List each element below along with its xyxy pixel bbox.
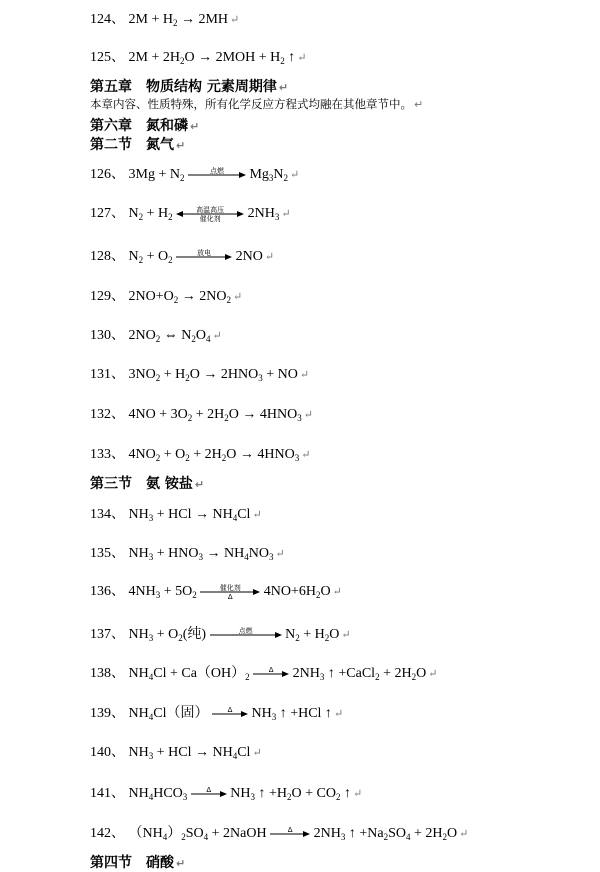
equation-132: 132、 $4NO + 3O_2 + 2H_2O \to 4HNO_3$ ↵ [90, 407, 313, 423]
reaction-arrow: 点燃 [210, 630, 282, 640]
equation-126: 126、 $3Mg + N_2$ 点燃 $Mg_3N_2$ ↵ [90, 166, 300, 183]
reversible-arrow: 高温高压 催化剂 [176, 209, 244, 219]
reaction-arrow: Δ [191, 789, 227, 799]
chapter-6-heading: 第六章 氮和磷 ↵ [90, 118, 200, 134]
equation-130: 130、 $2NO_2$ ⇔ $N_2O_4$ ↵ [90, 328, 222, 344]
section-4-heading: 第四节 硝酸 ↵ [90, 855, 186, 871]
equation-124: 124、 $2M + H_2 \to 2MH$ ↵ [90, 12, 240, 28]
equation-127: 127、 $N_2 + H_2$ 高温高压 催化剂 $2NH_3$ ↵ [90, 205, 291, 223]
equation-133: 133、 $4NO_2 + O_2 + 2H_2O \to 4HNO_3$ ↵ [90, 447, 311, 463]
equation-135: 135、 $NH_3 + HNO_3 \to NH_4NO_3$ ↵ [90, 546, 285, 562]
section-2-heading: 第二节 氮气 ↵ [90, 137, 186, 153]
equation-138: 138、 $NH_4Cl + Ca(OH)_2$ Δ $2NH_3$ ↑ +CaCl$_2$ + $2H_2O$ ↵ [90, 665, 438, 682]
equation-142: 142、 $(NH_4)_2SO_4$ + 2NaOH Δ $2NH_3$ ↑ $+Na_2SO_4 + 2H_2O$ ↵ [90, 825, 469, 842]
reaction-arrow: 催化剂 Δ [200, 587, 260, 597]
equation-137: 137、 $NH_3 + O_2$(纯) 点燃 $N_2 + H_2O$ ↵ [90, 626, 351, 643]
section-3-heading: 第三节 氨 铵盐 ↵ [90, 476, 205, 492]
equation-125: 125、 $2M + 2H_2O \to 2MOH + H_2$ ↑ ↵ [90, 50, 307, 66]
reaction-arrow: Δ [253, 669, 289, 679]
chapter-5-note: 本章内容、性质特殊，所有化学反应方程式均融在其他章节中。 ↵ [90, 97, 424, 111]
equation-134: 134、 $NH_3$ + HCl → $NH_4Cl$ ↵ [90, 507, 262, 523]
equation-129: 129、 $2NO+O_2 \to 2NO_2$ ↵ [90, 289, 243, 305]
paragraph-mark: ↵ [230, 14, 240, 26]
equation-139: 139、 $NH_4Cl$（固） Δ $NH_3$ ↑ +HCl ↑ ↵ [90, 705, 344, 722]
equation-141: 141、 $NH_4HCO_3$ Δ $NH_3$ ↑ $+H_2O + CO_2$ ↑ ↵ [90, 785, 363, 802]
equation-136: 136、 $4NH_3 + 5O_2$ 催化剂 Δ $4NO+6H_2O$ ↵ [90, 583, 342, 601]
reaction-arrow: 点燃 [188, 170, 246, 180]
reaction-arrow: Δ [212, 709, 248, 719]
equation-131: 131、 $3NO_2 + H_2O \to 2HNO_3$ + NO ↵ [90, 367, 310, 383]
reaction-arrow: Δ [270, 829, 310, 839]
equation-140: 140、 $NH_3$ + HCl → $NH_4Cl$ ↵ [90, 745, 262, 761]
reaction-arrow: 放电 [176, 252, 232, 262]
chapter-5-heading: 第五章 物质结构 元素周期律 ↵ [90, 79, 289, 95]
equation-128: 128、 $N_2 + O_2$ 放电 2NO ↵ [90, 248, 275, 265]
